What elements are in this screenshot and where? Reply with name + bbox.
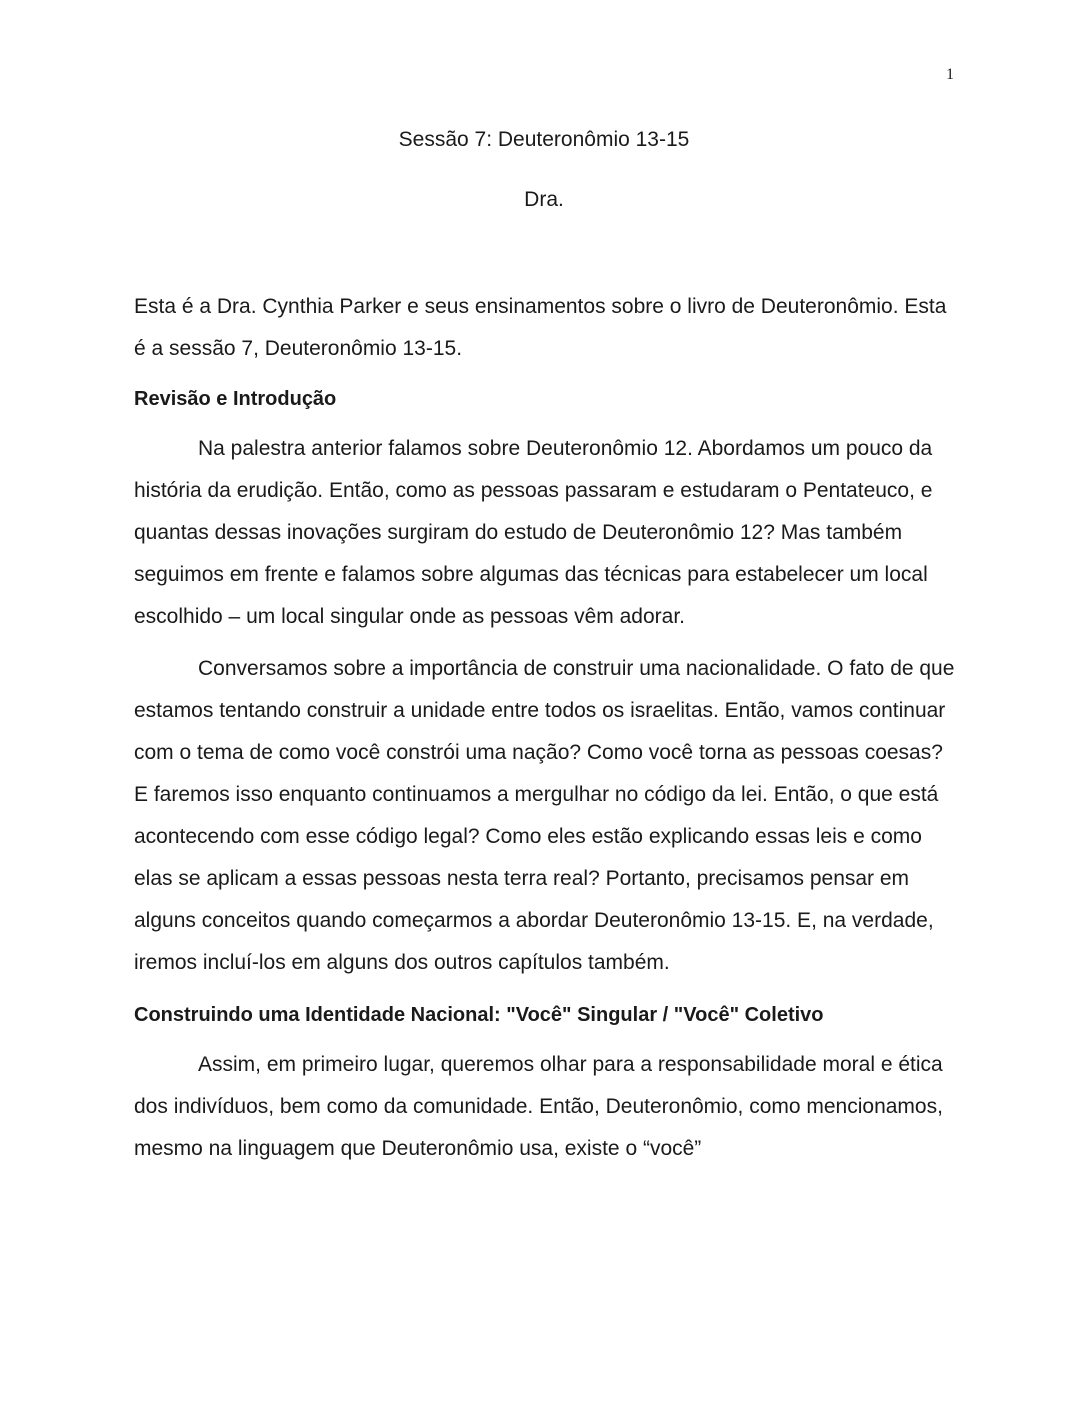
section-heading-review: Revisão e Introdução bbox=[134, 388, 337, 410]
body-paragraph: Assim, em primeiro lugar, queremos olhar para a responsabilidade moral e ética dos indivíduos, bem como da comunidade. Então, Deuteronômio, como mencionamos, mesmo na linguagem que Deuteronômio usa, existe o “você” bbox=[134, 1053, 943, 1160]
section-heading-national-identity: Construindo uma Identidade Nacional: "Você" Singular / "Você" Coletivo bbox=[134, 1004, 824, 1026]
document-body bbox=[134, 286, 958, 1180]
page-number: 1 bbox=[946, 66, 954, 83]
document-title: Sessão 7: Deuteronômio 13-15 bbox=[398, 128, 690, 151]
body-paragraph: Conversamos sobre a importância de construir uma nacionalidade. O fato de que estamos tentando construir a unidade entre todos os israelitas. Então, vamos continuar com o tema de como você constrói uma nação? Como você torna as pessoas coesas? E faremos isso enquanto continuamos a mergulhar no código da lei. Então, o que está acontecendo com esse código legal? Como eles estão explicando essas leis e como elas se aplicam a essas pessoas nesta terra real? Portanto, precisamos pensar em alguns conceitos quando começarmos a abordar Deuteronômio 13-15. E, na verdade, iremos incluí-los em alguns dos outros capítulos também. bbox=[134, 657, 955, 974]
intro-paragraph: Esta é a Dra. Cynthia Parker e seus ensinamentos sobre o livro de Deuteronômio. Esta é a sessão 7, Deuteronômio 13-15. bbox=[134, 295, 947, 360]
document-author: Dra. bbox=[524, 188, 564, 211]
body-paragraph: Na palestra anterior falamos sobre Deuteronômio 12. Abordamos um pouco da história da erudição. Então, como as pessoas passaram e estudaram o Pentateuco, e quantas dessas inovações surgiram do estudo de Deuteronômio 12? Mas também seguimos em frente e falamos sobre algumas das técnicas para estabelecer um local escolhido – um local singular onde as pessoas vêm adorar. bbox=[134, 437, 933, 628]
